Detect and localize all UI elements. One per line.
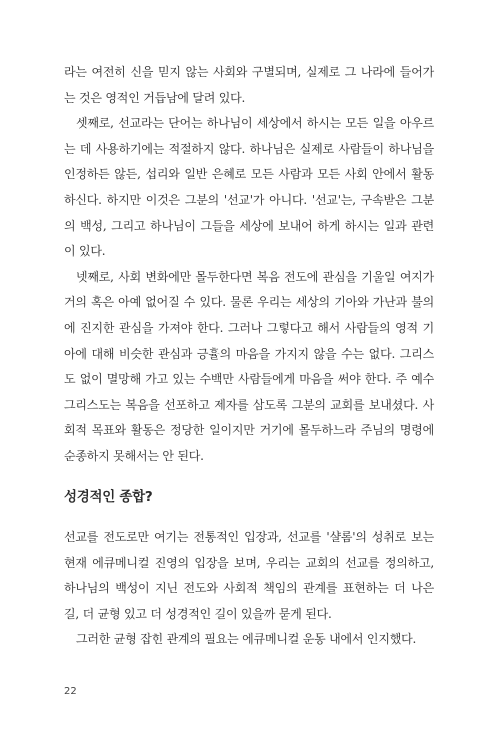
paragraph-third-point: 셋째로, 선교라는 단어는 하나님이 세상에서 하시는 모든 일을 아우르는 데 사용하기에는 적절하지 않다. 하나님은 실제로 사람들이 하나님을 인정하든 않든, 섭리와 일반 은혜로 모든 사람과 모든 사회 안에서 활동하신다. 하지만 이것은 그분의 '선교'가 아니다. '선교'는, 구속받은 그분의 백성, 그리고 하나님이 그들을 세상에 보내어 하게 하시는 일과 관련이 있다. — [64, 116, 434, 259]
section-synthesis — [64, 525, 434, 653]
paragraph-continuation: 라는 여전히 신을 믿지 않는 사회와 구별되며, 실제로 그 나라에 들어가는 것은 영적인 거듭남에 달려 있다. — [64, 65, 434, 105]
page-number: 22 — [64, 686, 77, 697]
paragraph-synthesis-next: 그러한 균형 잡힌 관계의 필요는 에큐메니컬 운동 내에서 인지했다. — [76, 632, 417, 647]
page-body — [64, 60, 434, 647]
paragraph-synthesis-intro: 선교를 전도로만 여기는 전통적인 입장과, 선교를 '샬롬'의 성취로 보는 현재 에큐메니컬 진영의 입장을 보며, 우리는 교회의 선교를 정의하고, 하나님의 백성이 지닌 전도와 사회적 책임의 관계를 표현하는 더 나은 길, 더 균형 있고 더 성경적인 길이 있을까 묻게 된다. — [64, 530, 434, 621]
section-heading: 성경적인 종합? — [64, 489, 153, 505]
paragraph-fourth-point: 넷째로, 사회 변화에만 몰두한다면 복음 전도에 관심을 기울일 여지가 거의 혹은 아예 없어질 수 있다. 물론 우리는 세상의 기아와 가난과 불의에 진지한 관심을 가져야 한다. 그러나 그렇다고 해서 사람들의 영적 기아에 대해 비슷한 관심과 긍휼의 마음을 가지지 않을 수는 없다. 그리스도 없이 멸망해 가고 있는 수백만 사람들에게 마음을 써야 한다. 주 예수 그리스도는 복음을 선포하고 제자를 삼도록 그분의 교회를 보내셨다. 사회적 목표와 활동은 정당한 일이지만 거기에 몰두하느라 주님의 명령에 순종하지 못해서는 안 된다. — [64, 269, 434, 463]
